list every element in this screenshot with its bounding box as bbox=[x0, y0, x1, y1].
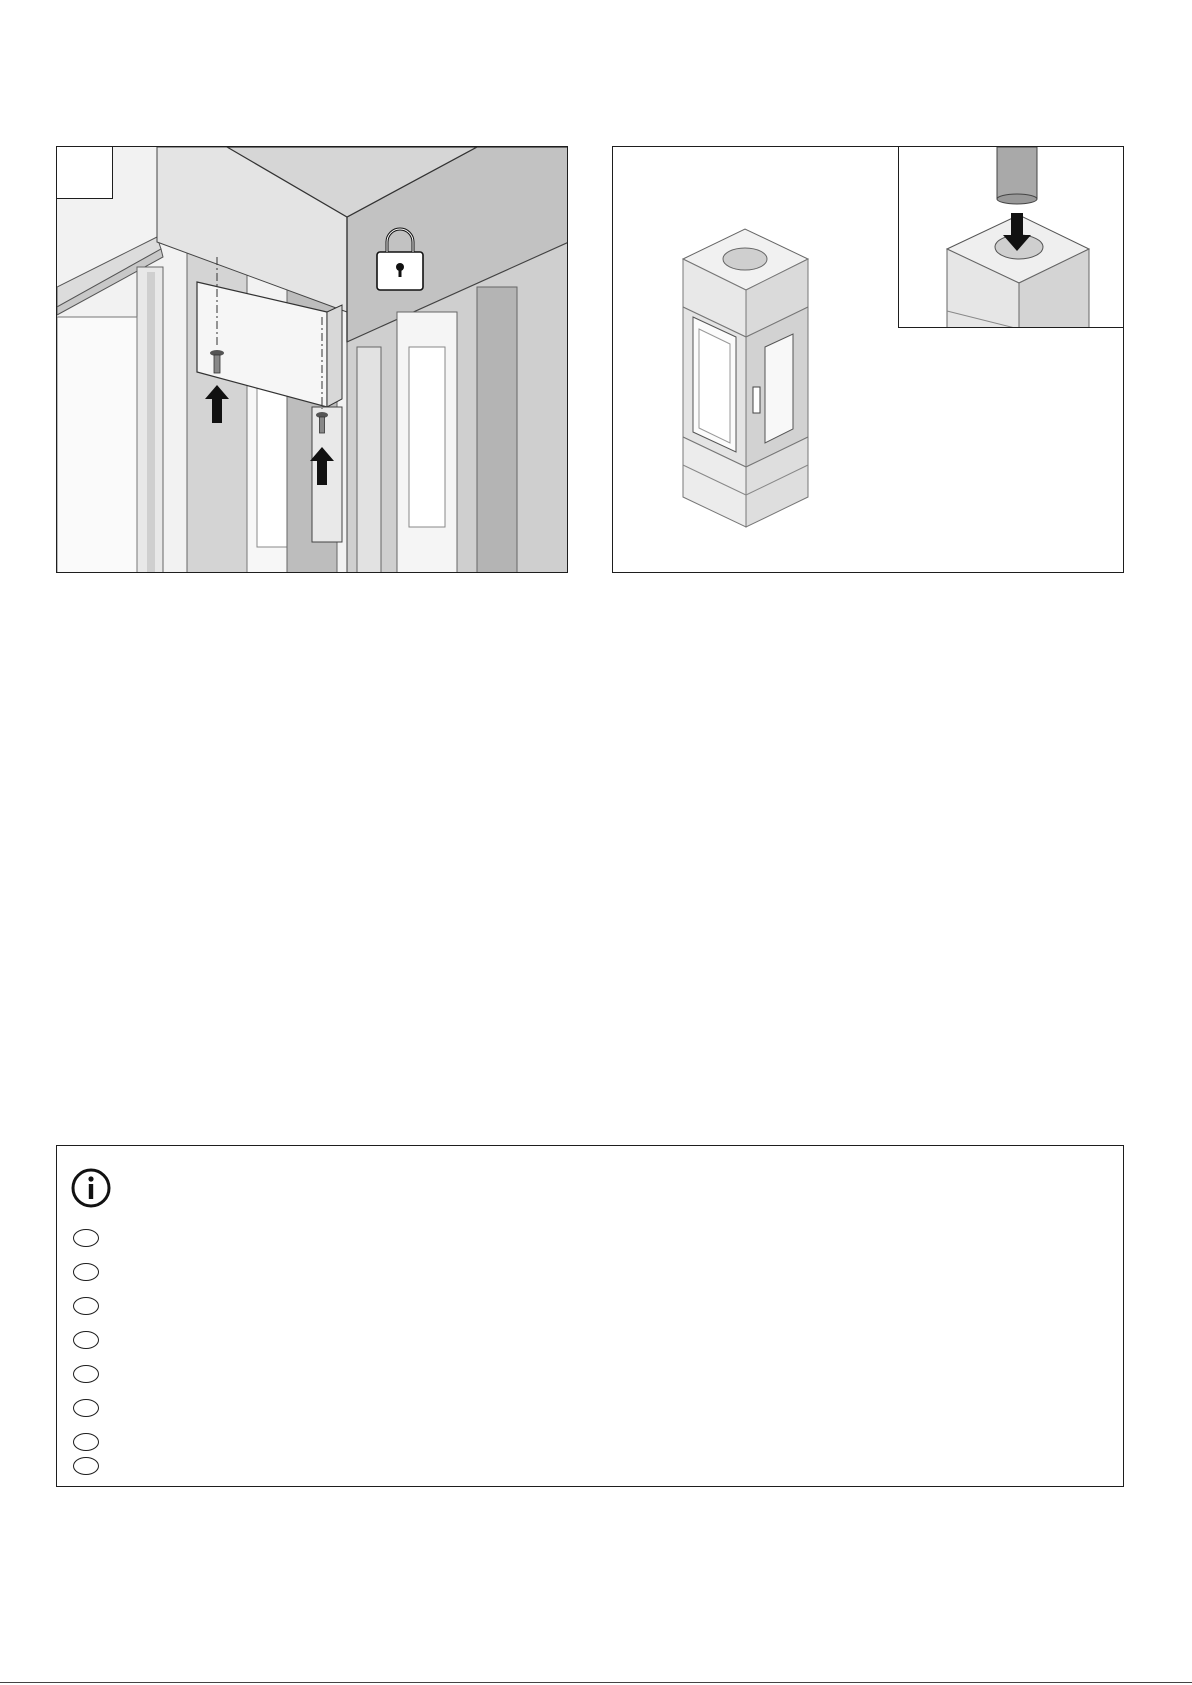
figure-right-panel bbox=[612, 146, 1124, 573]
footer-rule bbox=[0, 1682, 1192, 1683]
language-code-badge bbox=[73, 1229, 99, 1247]
language-row bbox=[73, 1398, 111, 1418]
figure-left-panel bbox=[56, 146, 568, 573]
language-row bbox=[73, 1228, 111, 1248]
language-row bbox=[73, 1364, 111, 1384]
language-code-badge bbox=[73, 1297, 99, 1315]
language-code-badge bbox=[73, 1263, 99, 1281]
language-code-badge bbox=[73, 1433, 99, 1451]
language-row bbox=[73, 1456, 111, 1476]
flue-pipe-detail bbox=[899, 147, 1124, 328]
language-row bbox=[73, 1432, 111, 1452]
language-code-badge bbox=[73, 1365, 99, 1383]
step-number-box bbox=[57, 147, 113, 199]
info-icon bbox=[71, 1168, 111, 1208]
language-row bbox=[73, 1262, 111, 1282]
language-code-badge bbox=[73, 1457, 99, 1475]
stove-top-mounting-illustration bbox=[57, 147, 568, 573]
language-row bbox=[73, 1296, 111, 1316]
info-box bbox=[56, 1145, 1124, 1487]
language-code-badge bbox=[73, 1331, 99, 1349]
detail-inset bbox=[898, 146, 1124, 328]
language-code-badge bbox=[73, 1399, 99, 1417]
language-row bbox=[73, 1330, 111, 1350]
stove-body bbox=[683, 229, 808, 527]
